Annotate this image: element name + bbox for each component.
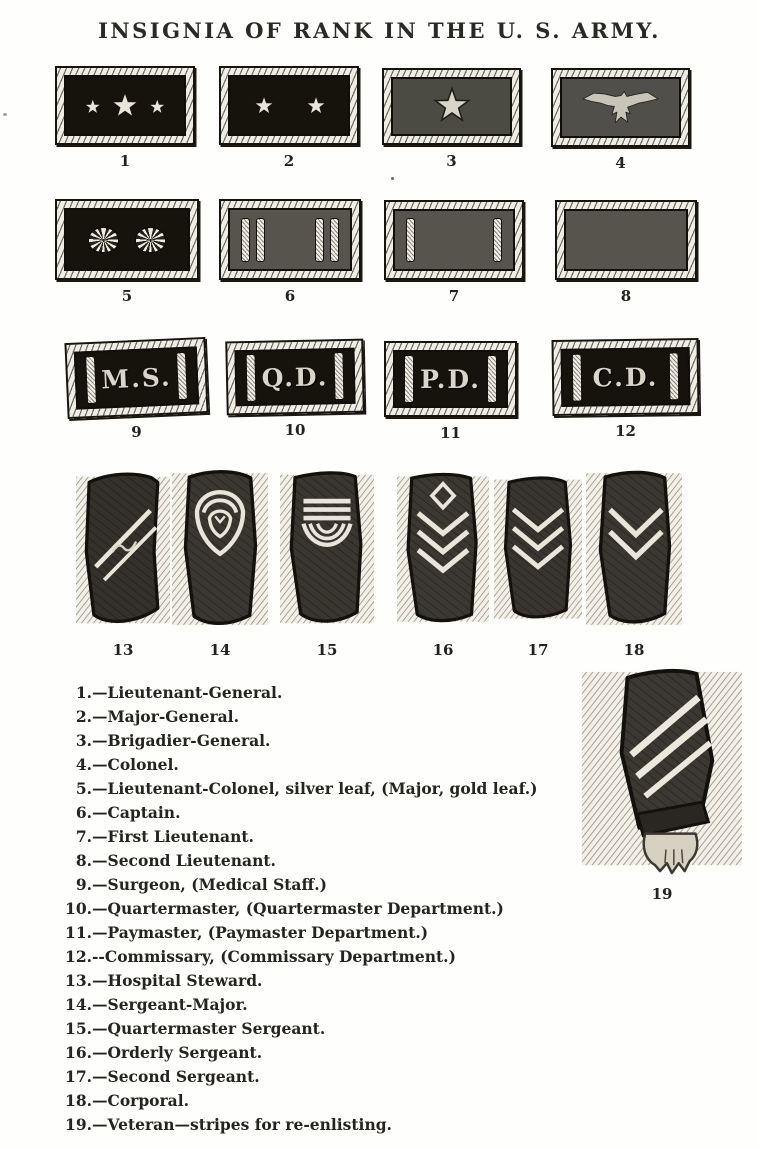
eagle-silhouette [583,91,658,122]
rank-bar-icon [493,218,502,262]
figure-number: 9 [131,423,142,441]
department-letters: Q.D. [261,361,329,393]
legend-item [56,1017,586,1041]
figure-number: 6 [284,287,296,305]
shoulder-strap [219,199,361,280]
department-strap-field [234,348,355,407]
legend-item-number: 15. [65,1019,92,1038]
figure-number: 19 [651,885,673,903]
sleeve-shading [408,474,476,620]
figure-number: 8 [620,287,632,305]
rope-bar-icon [669,352,680,400]
legend-item [56,897,586,921]
star-icon [84,98,101,114]
veteran-stripes-sleeve-icon [578,666,746,878]
figure-number: 7 [448,287,460,305]
legend-item-number: 19. [65,1115,92,1134]
legend-item-label: —Quartermaster Sergeant. [92,1019,326,1038]
figure-second-lieutenant-strap [555,200,697,305]
legend-item-number: 7. [75,827,92,846]
legend-item-number: 5. [75,779,92,798]
legend-item-label: —Captain. [92,803,181,822]
rope-bar-icon [572,354,583,402]
scan-speck [391,177,394,180]
eagle-insignia-icon [560,77,681,138]
legend-item-number: 9. [75,875,92,894]
figure-number: 1 [119,152,131,170]
figure-number: 2 [283,152,295,170]
star-icon [430,87,474,127]
legend-item-number: 17. [65,1067,92,1086]
legend-item-number: 13. [65,971,92,990]
legend-item-label: —First Lieutenant. [92,827,254,846]
figure-number: 15 [316,641,338,659]
department-strap-field [393,350,508,408]
double-bars-insignia-icon [228,208,352,271]
legend-item-label: --Commissary, (Commissary Department.) [92,947,456,966]
figure-quartermaster-strap [226,340,364,439]
figure-number: 4 [615,154,626,172]
legend-item [56,705,586,729]
hand-icon [644,834,698,873]
shoulder-strap [55,66,195,145]
legend-item-number: 2. [75,707,92,726]
department-letters: C.D. [592,362,659,392]
legend-item-number: 12. [65,947,92,966]
rank-bar-icon [256,218,265,262]
shoulder-strap [551,68,690,147]
shoulder-strap [219,66,359,145]
legend-item-number: 16. [65,1043,92,1062]
sleeve-hospital-steward-icon [76,466,170,634]
legend-item-label: —Sergeant-Major. [92,995,248,1014]
rank-bar-icon [330,218,339,262]
rank-bar-icon [406,218,415,262]
bar-group [241,218,265,262]
figure-paymaster-strap [384,341,517,442]
figure-commissary-strap [552,339,699,440]
stars-icon [237,91,341,121]
figure-lieutenant-general-strap [55,66,195,170]
legend-item-number: 18. [65,1091,92,1110]
sleeve-shading [291,473,361,621]
figure-number: 13 [112,641,134,659]
legend-item-label: —Paymaster, (Paymaster Department.) [92,923,429,942]
figure-number: 18 [623,641,645,659]
legend-item-label: —Second Sergeant. [92,1067,260,1086]
legend-item [56,801,586,825]
legend-item [56,873,586,897]
legend-item-label: —Second Lieutenant. [92,851,276,870]
page-title: INSIGNIA OF RANK IN THE U. S. ARMY. [98,18,661,43]
legend-item [56,753,586,777]
oak-leaf-icon [88,227,119,253]
legend-item-label: —Brigadier-General. [92,731,271,750]
shoulder-strap [384,200,524,280]
legend-item [56,849,586,873]
legend-item [56,825,586,849]
scan-speck [3,113,7,116]
legend-item-number: 11. [65,923,92,942]
one-star-insignia-icon [391,77,512,136]
rope-bar-icon [333,352,344,400]
figure-number: 14 [209,641,231,659]
legend-item [56,1113,586,1137]
sleeve-shading [600,472,669,621]
star-icon [306,95,326,114]
sleeve-corporal-icon [586,466,682,634]
figure-number: 16 [432,641,454,659]
legend-item [56,921,586,945]
figure-brigadier-general-strap [382,68,521,170]
shoulder-strap [55,199,199,280]
legend-item [56,969,586,993]
figure-quartermaster-sergeant-sleeve [280,466,374,659]
figure-hospital-steward-sleeve [76,466,170,659]
legend-item-label: —Corporal. [92,1091,190,1110]
shoulder-strap [64,337,208,419]
shoulder-strap [225,339,365,416]
sleeve-orderly-sergeant-icon [397,466,489,634]
legend-item-label: —Surgeon, (Medical Staff.) [92,875,327,894]
oak-leaf-icon [135,227,166,253]
two-stars-insignia-icon [228,75,350,136]
legend-item-label: —Hospital Steward. [92,971,263,990]
sleeve-sergeant-major-icon [172,466,268,634]
three-stars-insignia-icon [64,75,186,136]
figure-corporal-sleeve [586,466,682,659]
eagle-icon [579,89,663,127]
legend-item [56,945,586,969]
legend-item-label: —Major-General. [92,707,239,726]
figure-second-sergeant-sleeve [494,466,582,659]
figure-number: 17 [527,641,549,659]
figure-number: 10 [284,421,306,439]
sleeve-shading [185,472,255,624]
rope-bar-icon [487,355,497,403]
legend-item-number: 6. [75,803,92,822]
figure-major-general-strap [219,66,359,170]
rope-bar-icon [404,355,414,403]
legend-item [56,1065,586,1089]
figure-number: 5 [121,287,133,305]
figure-sergeant-major-sleeve [172,466,268,659]
legend-item-number: 14. [65,995,92,1014]
star-icon [149,98,166,114]
legend-item [56,681,586,705]
department-strap-field [74,346,199,409]
shoulder-strap [384,341,517,417]
plain-field [564,209,688,271]
legend-item [56,993,586,1017]
legend-item-label: —Orderly Sergeant. [92,1043,263,1062]
department-letters: M.S. [100,361,173,395]
legend-item-label: —Quartermaster, (Quartermaster Department.) [92,899,504,918]
legend-item-number: 1. [75,683,92,702]
figure-orderly-sergeant-sleeve [397,466,489,659]
legend-item [56,1041,586,1065]
legend-item [56,777,586,801]
sleeve-quartermaster-sergeant-icon [280,466,374,634]
figure-number: 3 [446,152,457,170]
oak-leaves-insignia-icon [64,208,190,271]
figure-number: 11 [440,424,461,442]
figure-veteran-sleeve [578,666,746,903]
rope-bar-icon [246,354,257,402]
legend-list [56,681,586,1137]
bar-group [315,218,339,262]
department-letters: P.D. [420,364,481,394]
star-icon [435,88,468,120]
department-strap-field [561,347,691,407]
legend-item-number: 10. [65,899,92,918]
shoulder-strap [382,68,521,145]
legend-item-label: —Veteran—stripes for re-enlisting. [92,1115,392,1134]
legend-item [56,1089,586,1113]
shoulder-strap [555,200,697,280]
rope-bar-icon [176,352,188,400]
figure-number: 12 [615,422,636,440]
legend-item-label: —Colonel. [92,755,179,774]
legend-item-label: —Lieutenant-Colonel, silver leaf, (Major, gold leaf.) [92,779,538,798]
star-icon [254,95,274,114]
rank-bar-icon [241,218,250,262]
figure-lieutenant-colonel-strap [55,199,199,305]
legend-item [56,729,586,753]
legend-item-number: 3. [75,731,92,750]
figure-first-lieutenant-strap [384,200,524,305]
sleeve-second-sergeant-icon [494,466,582,634]
legend-item-number: 8. [75,851,92,870]
stars-icon [73,90,177,122]
shoulder-strap [551,338,699,416]
single-bars-insignia-icon [393,209,515,271]
rank-bar-icon [315,218,324,262]
figure-captain-strap [219,199,361,305]
legend-item-label: —Lieutenant-General. [92,683,283,702]
star-icon [112,91,139,116]
legend-item-number: 4. [75,755,92,774]
figure-medical-staff-strap [66,340,207,441]
figure-colonel-strap [551,68,690,172]
